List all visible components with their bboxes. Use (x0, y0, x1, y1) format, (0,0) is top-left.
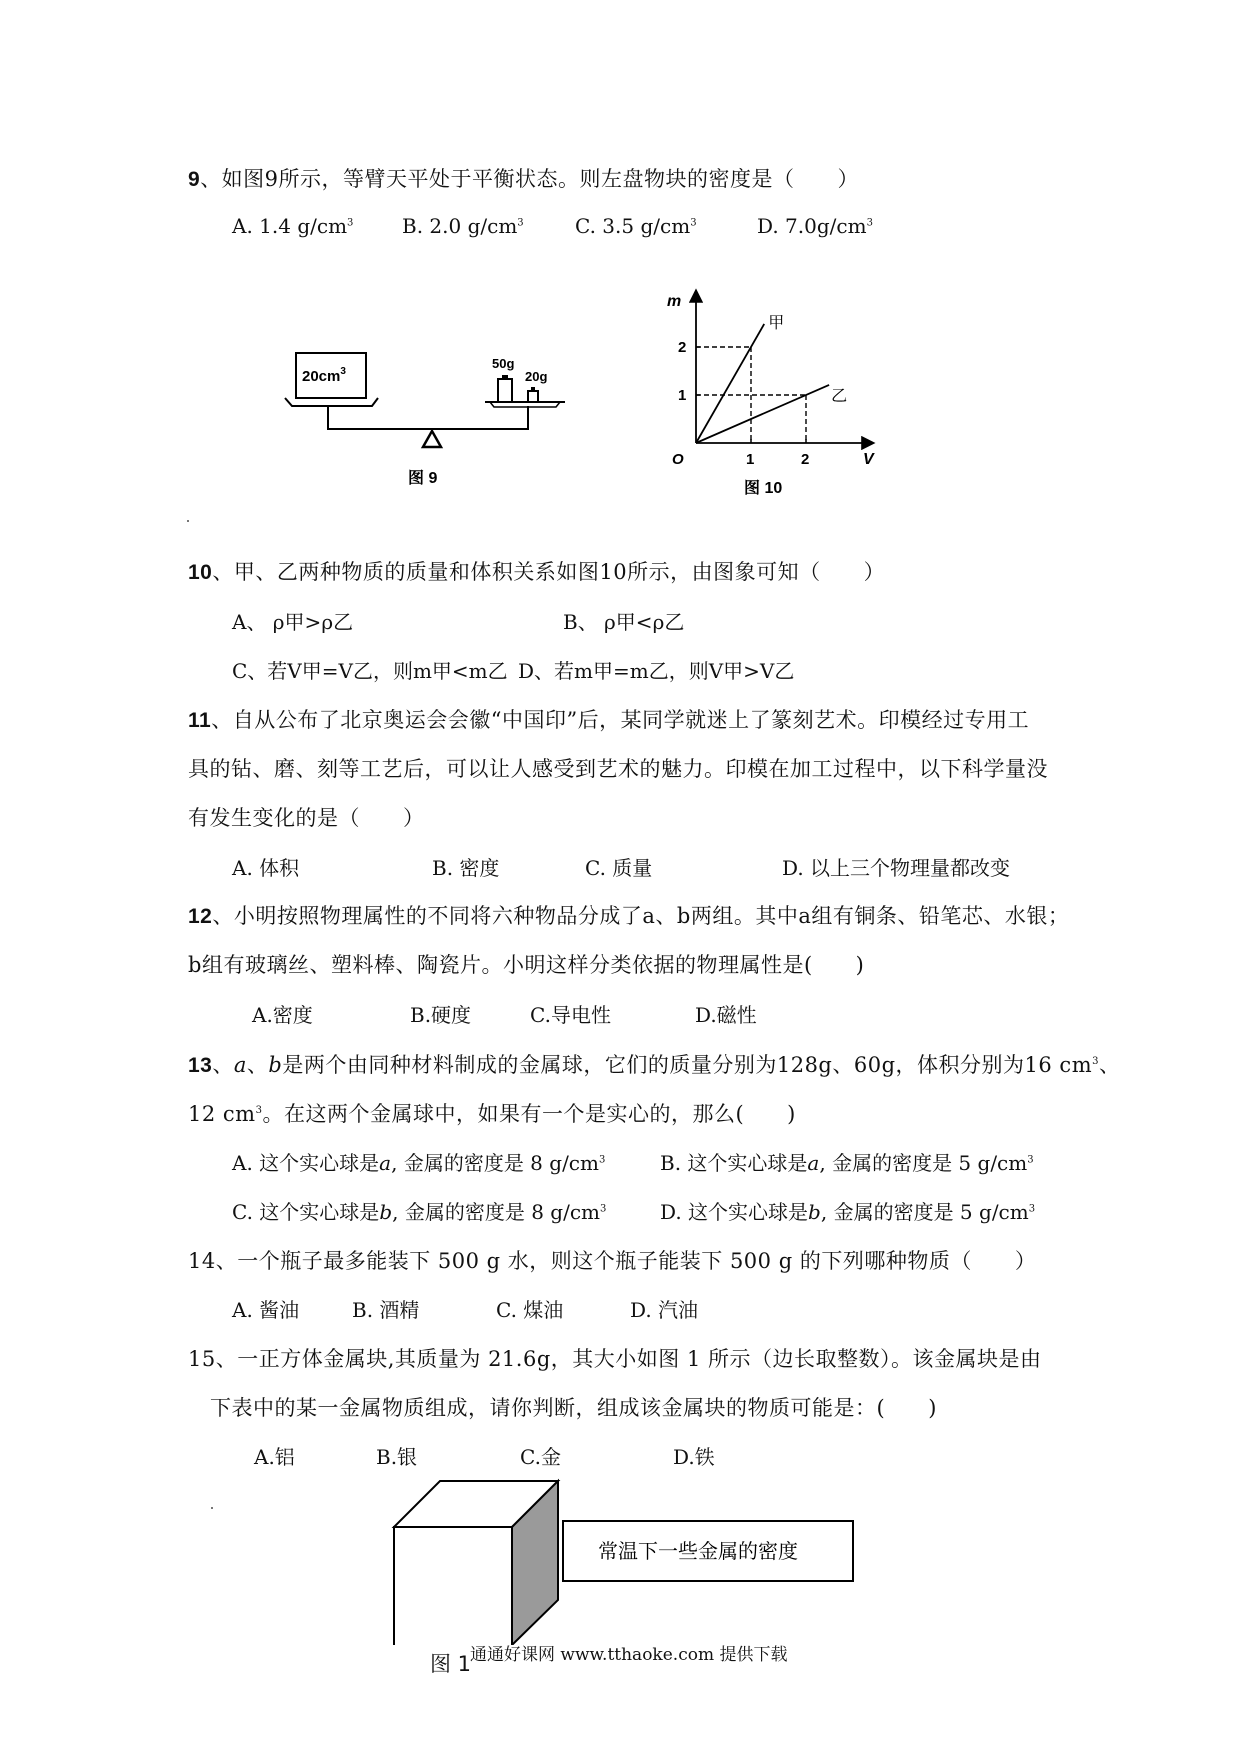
q10-option-b: B、 ρ甲<ρ乙 (563, 610, 685, 634)
q12-option-a: A.密度 (252, 1003, 313, 1027)
q14-option-b: B. 酒精 (352, 1298, 420, 1322)
q15-option-a: A.铝 (254, 1445, 295, 1469)
x-axis-label: V (863, 451, 874, 468)
q9-option-a: A. 1.4 $g/cm^3$ (232, 214, 354, 238)
x-tick-label-1: 1 (746, 451, 755, 468)
series-label-yi: 乙 (831, 387, 848, 405)
chart-marks (678, 314, 847, 468)
weight-50g (498, 379, 512, 402)
weight-20g (528, 391, 538, 402)
q10-option-d: D、若m甲=m乙，则V甲>V乙 (518, 659, 795, 683)
q11-option-b: B. 密度 (432, 856, 500, 880)
q15-line-1: 15、一正方体金属块,其质量为 21.6g，其大小如图 1 所示（边长取整数）。该金属块是由 (188, 1347, 1042, 1371)
q10-stem (188, 556, 885, 586)
q10-option-a: A、 ρ甲>ρ乙 (232, 610, 354, 634)
weight-50g-label: 50g (492, 356, 515, 371)
q13-option-c: C. 这个实心球是b, 金属的密度是 8 $g/cm^3$ (232, 1200, 607, 1224)
q9-number: 9 (188, 168, 201, 191)
q9-option-c: C. 3.5 $g/cm^3$ (575, 214, 697, 238)
q12-option-b: B.硬度 (410, 1003, 472, 1027)
q14-option-d: D. 汽油 (630, 1298, 699, 1322)
q15-option-c: C.金 (520, 1445, 561, 1469)
q9-text: 、如图9所示，等臂天平处于平衡状态。则左盘物块的密度是（ ） (200, 167, 860, 191)
x-tick-label-2: 2 (801, 451, 810, 468)
q13-line-2: 12 $cm^3$。在这两个金属球中，如果有一个是实心的，那么( ) (188, 1102, 796, 1126)
fulcrum-triangle (423, 431, 441, 447)
q10-number: 10 (188, 561, 213, 584)
q9-stem (188, 163, 859, 193)
figure-1-cube (380, 1475, 870, 1645)
series-line-1 (696, 385, 829, 443)
q14-option-a: A. 酱油 (232, 1298, 300, 1322)
q13-option-a: A. 这个实心球是a, 金属的密度是 8 $g/cm^3$ (232, 1151, 606, 1175)
q9-option-d: D. $7.0g/cm^3$ (757, 214, 873, 238)
q12-line-1: 12、小明按照物理属性的不同将六种物品分成了a、b两组。其中a组有铜条、铅笔芯、水银； (188, 904, 1070, 928)
q12-number: 12 (188, 905, 213, 928)
q11-option-c: C. 质量 (585, 856, 653, 880)
q14-option-c: C. 煤油 (496, 1298, 564, 1322)
q11-option-d: D. 以上三个物理量都改变 (782, 856, 1011, 880)
series-line-0 (696, 324, 764, 443)
origin-label: O (672, 451, 684, 468)
q11-line-2: 具的钻、磨、刻等工艺后，可以让人感受到艺术的魅力。印模在加工过程中，以下科学量没 (188, 757, 1048, 781)
y-tick-label-2: 2 (678, 339, 687, 356)
footer-download-note: 通通好课网 www.tthaoke.com 提供下载 (470, 1645, 788, 1665)
figure-10-graph (660, 278, 900, 508)
q12-option-c: C.导电性 (530, 1003, 611, 1027)
q9-option-b: B. 2.0 $g/cm^3$ (402, 214, 524, 238)
q10-option-c: C、若V甲=V乙，则m甲<m乙 (232, 659, 508, 683)
q12-line-2: b组有玻璃丝、塑料棒、陶瓷片。小明这样分类依据的物理属性是( ) (188, 953, 865, 977)
cube-front-face (394, 1527, 512, 1645)
q13-option-d: D. 这个实心球是b, 金属的密度是 5 $g/cm^3$ (660, 1200, 1036, 1224)
figure-9-balance (280, 335, 580, 495)
figure-10-caption: 图 10 (744, 480, 783, 497)
q15-option-d: D.铁 (673, 1445, 715, 1469)
figure-1-caption: 图 1 (430, 1652, 472, 1676)
q15-line-2: 下表中的某一金属物质组成，请你判断，组成该金属块的物质可能是：( ) (210, 1396, 937, 1420)
q11-option-a: A. 体积 (232, 856, 300, 880)
q11-number: 11 (188, 709, 212, 732)
y-axis-label: m (667, 293, 682, 310)
q11-line-3: 有发生变化的是（ ） (188, 806, 425, 830)
weight-20g-label: 20g (525, 369, 548, 384)
density-table-title: 常温下一些金属的密度 (598, 1541, 798, 1563)
figure-9-caption: 图 9 (408, 470, 438, 487)
q13-number: 13 (188, 1054, 213, 1077)
balance-beam (328, 406, 528, 429)
q15-option-b: B.银 (376, 1445, 418, 1469)
q13-option-b: B. 这个实心球是a, 金属的密度是 5 $g/cm^3$ (660, 1151, 1034, 1175)
series-label-jia: 甲 (768, 314, 785, 332)
q14-stem: 14、一个瓶子最多能装下 500 g 水，则这个瓶子能装下 500 g 的下列哪种物质（ ） (188, 1249, 1037, 1273)
q12-option-d: D.磁性 (695, 1003, 757, 1027)
y-tick-label-1: 1 (678, 387, 687, 404)
q13-line-1: 13、a、b是两个由同种材料制成的金属球，它们的质量分别为128g、60g，体积分别为16 $cm^3$、 (188, 1053, 1121, 1077)
q11-line-1: 11、自从公布了北京奥运会会徽“中国印”后，某同学就迷上了篆刻艺术。印模经过专用工 (188, 708, 1030, 732)
q10-text: 、甲、乙两种物质的质量和体积关系如图10所示，由图象可知（ ） (212, 560, 886, 584)
block-volume-label: $20cm^3$ (302, 366, 346, 385)
left-pan (285, 398, 378, 406)
